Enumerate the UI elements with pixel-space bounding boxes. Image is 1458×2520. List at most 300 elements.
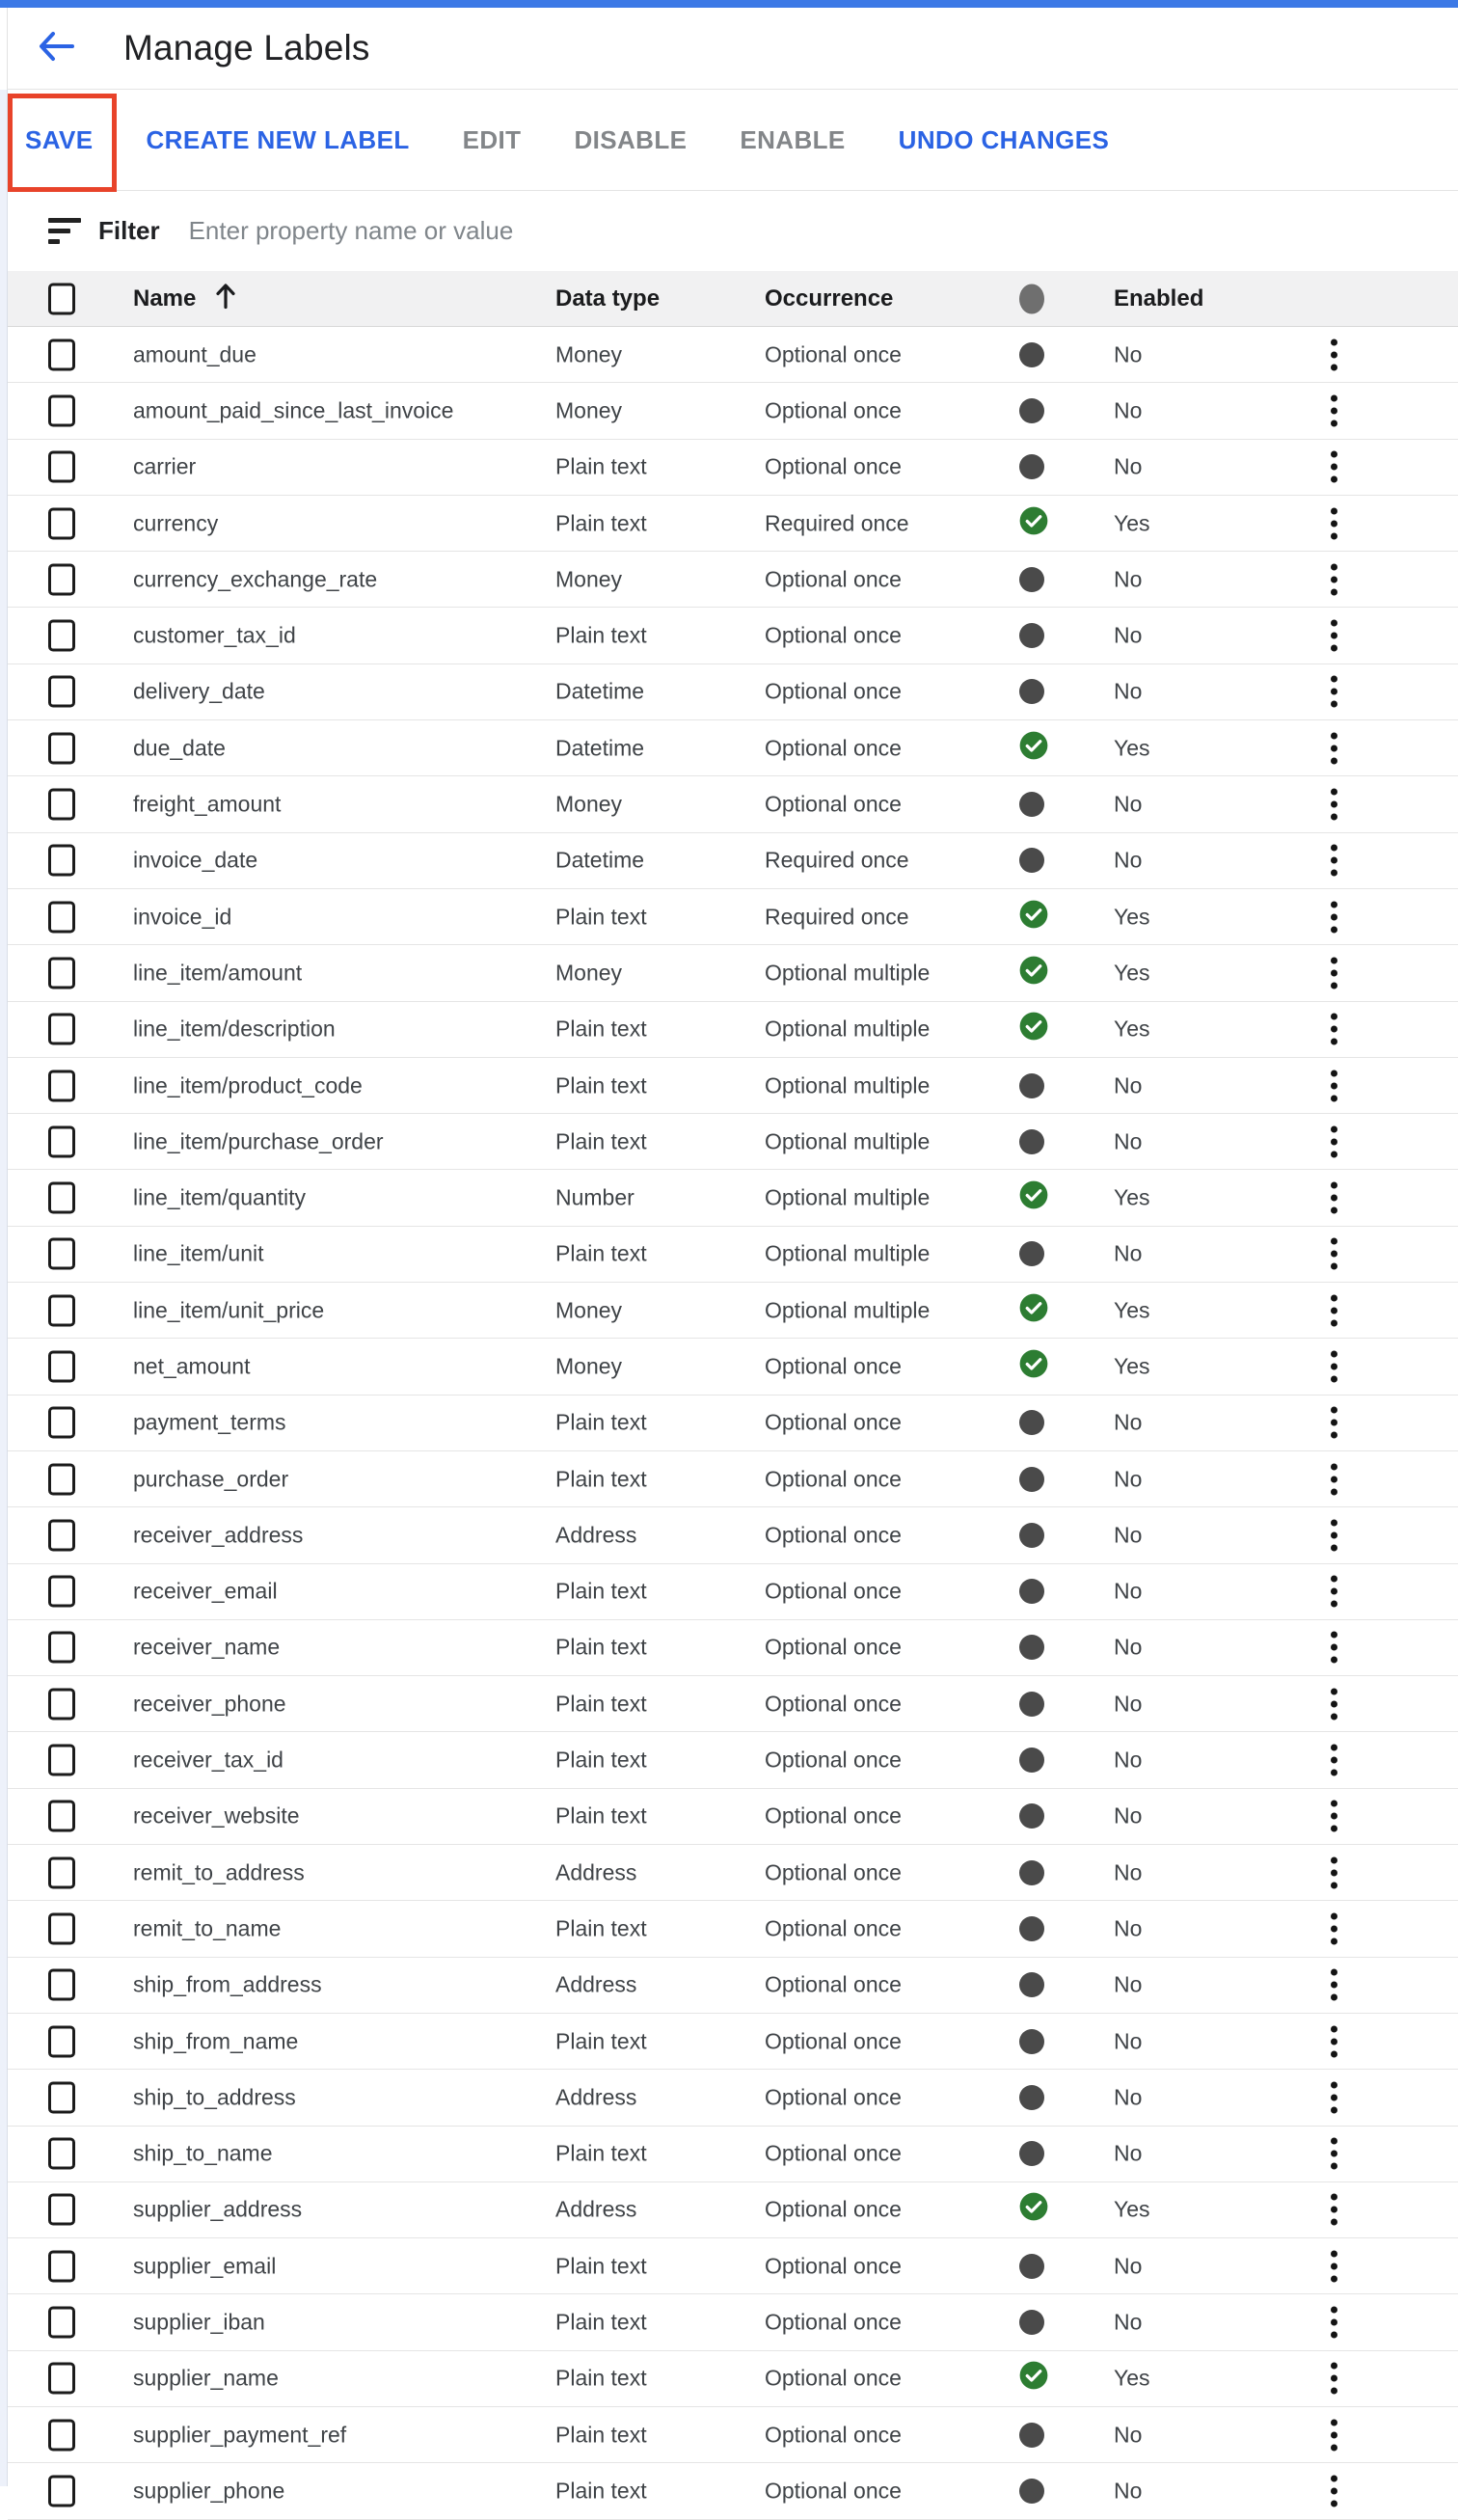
- disabled-dot-icon: [1019, 1467, 1044, 1492]
- select-all-checkbox[interactable]: [48, 283, 75, 314]
- occurrence-value: Optional once: [765, 2028, 902, 2054]
- enabled-value: No: [1114, 341, 1143, 367]
- row-checkbox[interactable]: [48, 2025, 75, 2057]
- row-checkbox[interactable]: [48, 507, 75, 539]
- enabled-value: Yes: [1114, 735, 1150, 761]
- occurrence-value: Required once: [765, 904, 909, 930]
- enabled-value: No: [1114, 791, 1143, 817]
- label-name: ship_from_name: [133, 2028, 299, 2054]
- data-type-value: Plain text: [555, 1409, 647, 1435]
- row-menu-kebab-icon[interactable]: [1327, 2246, 1341, 2286]
- table-row[interactable]: [8, 776, 1458, 832]
- enabled-value: Yes: [1114, 904, 1150, 930]
- table-row[interactable]: [8, 1114, 1458, 1170]
- data-type-value: Plain text: [555, 2028, 647, 2054]
- row-menu-kebab-icon[interactable]: [1327, 1346, 1341, 1386]
- enabled-value: No: [1114, 566, 1143, 592]
- page-header: [8, 8, 1458, 90]
- occurrence-value: Optional once: [765, 2365, 902, 2391]
- table-row[interactable]: [8, 1283, 1458, 1339]
- disabled-dot-icon: [1019, 1692, 1044, 1717]
- occurrence-value: Optional once: [765, 1409, 902, 1435]
- label-name: ship_to_name: [133, 2140, 273, 2166]
- row-checkbox[interactable]: [48, 1014, 75, 1045]
- row-checkbox[interactable]: [48, 339, 75, 370]
- table-row[interactable]: [8, 2070, 1458, 2126]
- data-type-value: Plain text: [555, 2253, 647, 2279]
- occurrence-value: Optional once: [765, 2196, 902, 2222]
- enabled-value: No: [1114, 397, 1143, 423]
- filter-label: Filter: [98, 216, 160, 245]
- table-row[interactable]: [8, 664, 1458, 720]
- table-row[interactable]: [8, 1339, 1458, 1395]
- table-row[interactable]: [8, 496, 1458, 552]
- label-name: ship_from_address: [133, 1971, 322, 1997]
- data-type-value: Plain text: [555, 1016, 647, 1042]
- row-menu-kebab-icon[interactable]: [1327, 2415, 1341, 2454]
- disabled-dot-icon: [1019, 1241, 1044, 1266]
- toolbar: [8, 90, 1458, 191]
- enabled-value: No: [1114, 2309, 1143, 2335]
- enabled-value: No: [1114, 453, 1143, 479]
- table-row[interactable]: [8, 2351, 1458, 2407]
- top-accent-bar: [0, 0, 1458, 8]
- table-row[interactable]: [8, 327, 1458, 383]
- enabled-value: No: [1114, 1859, 1143, 1885]
- data-type-value: Plain text: [555, 2365, 647, 2391]
- data-type-value: Address: [555, 2084, 637, 2110]
- labels-table-body: [8, 327, 1458, 2504]
- row-menu-kebab-icon[interactable]: [1327, 1403, 1341, 1443]
- row-checkbox[interactable]: [48, 2250, 75, 2282]
- row-menu-kebab-icon[interactable]: [1327, 2134, 1341, 2174]
- data-type-value: Plain text: [555, 1802, 647, 1829]
- table-row[interactable]: [8, 1845, 1458, 1901]
- table-row[interactable]: [8, 383, 1458, 439]
- sort-ascending-icon[interactable]: [213, 281, 238, 316]
- label-name: invoice_id: [133, 904, 232, 930]
- enabled-value: No: [1114, 2028, 1143, 2054]
- label-name: supplier_address: [133, 2196, 303, 2222]
- row-menu-kebab-icon[interactable]: [1327, 1965, 1341, 2005]
- table-row[interactable]: [8, 440, 1458, 496]
- table-row[interactable]: [8, 2407, 1458, 2463]
- label-name: freight_amount: [133, 791, 282, 817]
- row-menu-kebab-icon[interactable]: [1327, 2021, 1341, 2061]
- label-name: due_date: [133, 735, 226, 761]
- label-name: currency_exchange_rate: [133, 566, 378, 592]
- disabled-dot-icon: [1019, 2479, 1044, 2504]
- row-checkbox[interactable]: [48, 1745, 75, 1776]
- disabled-dot-icon: [1019, 2254, 1044, 2279]
- row-checkbox[interactable]: [48, 732, 75, 764]
- row-checkbox[interactable]: [48, 1688, 75, 1720]
- data-type-value: Number: [555, 1184, 634, 1210]
- column-header-enabled[interactable]: Enabled: [1114, 285, 1204, 312]
- row-menu-kebab-icon[interactable]: [1327, 2303, 1341, 2343]
- enabled-check-icon: [1019, 2192, 1048, 2227]
- disabled-dot-icon: [1019, 398, 1044, 423]
- disabled-dot-icon: [1019, 2085, 1044, 2110]
- occurrence-value: Optional once: [765, 453, 902, 479]
- row-checkbox[interactable]: [48, 676, 75, 708]
- label-name: receiver_website: [133, 1802, 300, 1829]
- row-checkbox[interactable]: [48, 451, 75, 483]
- row-menu-kebab-icon[interactable]: [1327, 391, 1341, 430]
- data-type-value: Plain text: [555, 1634, 647, 1660]
- row-menu-kebab-icon[interactable]: [1327, 2471, 1341, 2510]
- disabled-dot-icon: [1019, 679, 1044, 704]
- data-type-value: Money: [555, 1297, 623, 1323]
- row-menu-kebab-icon[interactable]: [1327, 1066, 1341, 1105]
- table-row[interactable]: [8, 1227, 1458, 1283]
- table-row[interactable]: [8, 2238, 1458, 2294]
- data-type-value: Plain text: [555, 2140, 647, 2166]
- data-type-value: Plain text: [555, 1747, 647, 1773]
- enabled-value: No: [1114, 1691, 1143, 1717]
- disabled-dot-icon: [1019, 1073, 1044, 1098]
- enabled-value: Yes: [1114, 2365, 1150, 2391]
- filter-icon: [48, 218, 81, 244]
- data-type-value: Plain text: [555, 1128, 647, 1154]
- enabled-value: Yes: [1114, 960, 1150, 986]
- label-name: ship_to_address: [133, 2084, 296, 2110]
- table-row[interactable]: [8, 1789, 1458, 1845]
- row-checkbox[interactable]: [48, 2363, 75, 2395]
- data-type-value: Plain text: [555, 1072, 647, 1097]
- disabled-dot-icon: [1019, 1129, 1044, 1154]
- table-row[interactable]: [8, 1958, 1458, 2014]
- enabled-value: No: [1114, 2478, 1143, 2504]
- row-menu-kebab-icon[interactable]: [1327, 1741, 1341, 1780]
- occurrence-value: Optional once: [765, 622, 902, 648]
- label-name: line_item/description: [133, 1016, 336, 1042]
- occurrence-value: Optional once: [765, 735, 902, 761]
- enabled-value: No: [1114, 1915, 1143, 1941]
- table-row[interactable]: [8, 1507, 1458, 1563]
- enabled-value: No: [1114, 2140, 1143, 2166]
- disabled-dot-icon: [1019, 792, 1044, 817]
- occurrence-value: Optional once: [765, 1859, 902, 1885]
- column-header-status-icon: [1019, 284, 1044, 313]
- enabled-value: No: [1114, 1634, 1143, 1660]
- label-name: line_item/product_code: [133, 1072, 363, 1097]
- table-row[interactable]: [8, 2294, 1458, 2350]
- row-menu-kebab-icon[interactable]: [1327, 503, 1341, 543]
- data-type-value: Plain text: [555, 1578, 647, 1604]
- row-checkbox[interactable]: [48, 1912, 75, 1944]
- table-row[interactable]: [8, 1170, 1458, 1226]
- occurrence-value: Optional once: [765, 791, 902, 817]
- label-name: receiver_name: [133, 1634, 281, 1660]
- row-checkbox[interactable]: [48, 789, 75, 821]
- row-menu-kebab-icon[interactable]: [1327, 1179, 1341, 1218]
- label-name: supplier_payment_ref: [133, 2422, 347, 2448]
- row-menu-kebab-icon[interactable]: [1327, 1909, 1341, 1948]
- data-type-value: Datetime: [555, 678, 645, 704]
- data-type-value: Money: [555, 341, 623, 367]
- table-row[interactable]: [8, 889, 1458, 945]
- label-name: receiver_address: [133, 1522, 304, 1548]
- enabled-check-icon: [1019, 900, 1048, 935]
- row-menu-kebab-icon[interactable]: [1327, 1515, 1341, 1555]
- row-checkbox[interactable]: [48, 1632, 75, 1664]
- row-menu-kebab-icon[interactable]: [1327, 953, 1341, 992]
- label-name: customer_tax_id: [133, 622, 296, 648]
- row-menu-kebab-icon[interactable]: [1327, 335, 1341, 374]
- label-name: purchase_order: [133, 1466, 289, 1492]
- row-checkbox[interactable]: [48, 1463, 75, 1495]
- row-checkbox[interactable]: [48, 1070, 75, 1101]
- label-name: supplier_iban: [133, 2309, 265, 2335]
- disabled-dot-icon: [1019, 1916, 1044, 1941]
- table-row[interactable]: [8, 945, 1458, 1001]
- data-type-value: Money: [555, 1353, 623, 1379]
- row-checkbox[interactable]: [48, 394, 75, 426]
- data-type-value: Plain text: [555, 1466, 647, 1492]
- data-type-value: Plain text: [555, 1915, 647, 1941]
- disabled-dot-icon: [1019, 567, 1044, 592]
- enabled-value: No: [1114, 2253, 1143, 2279]
- data-type-value: Datetime: [555, 735, 645, 761]
- table-row[interactable]: [8, 1620, 1458, 1676]
- disabled-dot-icon: [1019, 623, 1044, 648]
- table-row[interactable]: [8, 833, 1458, 889]
- disabled-dot-icon: [1019, 2141, 1044, 2166]
- row-checkbox[interactable]: [48, 1576, 75, 1608]
- disabled-dot-icon: [1019, 342, 1044, 367]
- enabled-value: No: [1114, 678, 1143, 704]
- enabled-value: Yes: [1114, 510, 1150, 536]
- occurrence-value: Optional once: [765, 2140, 902, 2166]
- row-checkbox[interactable]: [48, 2307, 75, 2339]
- row-menu-kebab-icon[interactable]: [1327, 841, 1341, 881]
- table-row[interactable]: [8, 2014, 1458, 2070]
- table-row[interactable]: [8, 1002, 1458, 1058]
- label-name: net_amount: [133, 1353, 251, 1379]
- row-menu-kebab-icon[interactable]: [1327, 1010, 1341, 1049]
- row-checkbox[interactable]: [48, 1350, 75, 1382]
- label-name: payment_terms: [133, 1409, 286, 1435]
- undo-changes-button[interactable]: UNDO CHANGES: [898, 124, 1110, 154]
- row-checkbox[interactable]: [48, 1801, 75, 1832]
- edit-button: EDIT: [462, 124, 522, 154]
- label-name: supplier_phone: [133, 2478, 285, 2504]
- disabled-dot-icon: [1019, 1579, 1044, 1604]
- data-type-value: Money: [555, 791, 623, 817]
- occurrence-value: Optional once: [765, 2422, 902, 2448]
- table-row[interactable]: [8, 1901, 1458, 1957]
- row-menu-kebab-icon[interactable]: [1327, 1234, 1341, 1274]
- row-menu-kebab-icon[interactable]: [1327, 2077, 1341, 2117]
- row-checkbox[interactable]: [48, 2138, 75, 2170]
- enabled-check-icon: [1019, 1293, 1048, 1328]
- disabled-dot-icon: [1019, 1860, 1044, 1885]
- row-menu-kebab-icon[interactable]: [1327, 2190, 1341, 2230]
- enabled-value: Yes: [1114, 1297, 1150, 1323]
- row-checkbox[interactable]: [48, 2419, 75, 2451]
- enabled-value: Yes: [1114, 1184, 1150, 1210]
- disabled-dot-icon: [1019, 1410, 1044, 1435]
- enabled-value: No: [1114, 1466, 1143, 1492]
- row-menu-kebab-icon[interactable]: [1327, 616, 1341, 656]
- table-row[interactable]: [8, 2182, 1458, 2238]
- row-checkbox[interactable]: [48, 2194, 75, 2226]
- row-menu-kebab-icon[interactable]: [1327, 728, 1341, 768]
- data-type-value: Money: [555, 960, 623, 986]
- column-header-occurrence[interactable]: Occurrence: [765, 285, 894, 312]
- row-menu-kebab-icon[interactable]: [1327, 1797, 1341, 1836]
- enabled-value: No: [1114, 1240, 1143, 1266]
- enabled-value: Yes: [1114, 2196, 1150, 2222]
- data-type-value: Plain text: [555, 510, 647, 536]
- row-menu-kebab-icon[interactable]: [1327, 672, 1341, 712]
- row-menu-kebab-icon[interactable]: [1327, 785, 1341, 825]
- page-title: Manage Labels: [123, 28, 370, 68]
- disabled-dot-icon: [1019, 2423, 1044, 2448]
- occurrence-value: Required once: [765, 847, 909, 873]
- row-checkbox[interactable]: [48, 1182, 75, 1214]
- label-name: amount_paid_since_last_invoice: [133, 397, 454, 423]
- row-menu-kebab-icon[interactable]: [1327, 1459, 1341, 1499]
- table-row[interactable]: [8, 2463, 1458, 2519]
- row-checkbox[interactable]: [48, 1125, 75, 1157]
- label-name: supplier_email: [133, 2253, 277, 2279]
- row-menu-kebab-icon[interactable]: [1327, 559, 1341, 599]
- create-new-label-button[interactable]: CREATE NEW LABEL: [146, 124, 410, 154]
- row-menu-kebab-icon[interactable]: [1327, 1628, 1341, 1667]
- data-type-value: Plain text: [555, 904, 647, 930]
- occurrence-value: Optional once: [765, 1747, 902, 1773]
- label-name: amount_due: [133, 341, 256, 367]
- occurrence-value: Optional multiple: [765, 1016, 931, 1042]
- occurrence-value: Optional once: [765, 566, 902, 592]
- enabled-value: No: [1114, 1578, 1143, 1604]
- occurrence-value: Required once: [765, 510, 909, 536]
- data-type-value: Address: [555, 1859, 637, 1885]
- occurrence-value: Optional once: [765, 2478, 902, 2504]
- data-type-value: Money: [555, 397, 623, 423]
- enabled-value: No: [1114, 1802, 1143, 1829]
- label-name: remit_to_name: [133, 1915, 282, 1941]
- disabled-dot-icon: [1019, 1748, 1044, 1773]
- row-menu-kebab-icon[interactable]: [1327, 1290, 1341, 1330]
- occurrence-value: Optional once: [765, 678, 902, 704]
- row-checkbox[interactable]: [48, 563, 75, 595]
- table-row[interactable]: [8, 608, 1458, 664]
- occurrence-value: Optional once: [765, 1802, 902, 1829]
- row-menu-kebab-icon[interactable]: [1327, 1684, 1341, 1723]
- label-name: line_item/unit: [133, 1240, 264, 1266]
- column-header-data-type[interactable]: Data type: [555, 285, 661, 312]
- data-type-value: Plain text: [555, 1240, 647, 1266]
- row-checkbox[interactable]: [48, 957, 75, 989]
- row-checkbox[interactable]: [48, 1969, 75, 2001]
- table-row[interactable]: [8, 720, 1458, 776]
- enabled-value: Yes: [1114, 1016, 1150, 1042]
- filter-input[interactable]: Enter property name or value: [188, 216, 514, 245]
- row-checkbox[interactable]: [48, 901, 75, 933]
- row-checkbox[interactable]: [48, 2475, 75, 2506]
- data-type-value: Plain text: [555, 2478, 647, 2504]
- enabled-value: No: [1114, 1128, 1143, 1154]
- row-checkbox[interactable]: [48, 1519, 75, 1551]
- enabled-value: No: [1114, 1971, 1143, 1997]
- table-row[interactable]: [8, 1058, 1458, 1114]
- occurrence-value: Optional multiple: [765, 1184, 931, 1210]
- left-gutter: [0, 8, 8, 90]
- row-menu-kebab-icon[interactable]: [1327, 447, 1341, 487]
- data-type-value: Datetime: [555, 847, 645, 873]
- label-name: line_item/purchase_order: [133, 1128, 384, 1154]
- row-checkbox[interactable]: [48, 2081, 75, 2113]
- row-checkbox[interactable]: [48, 1238, 75, 1270]
- row-checkbox[interactable]: [48, 620, 75, 652]
- label-name: line_item/unit_price: [133, 1297, 325, 1323]
- enabled-check-icon: [1019, 1012, 1048, 1046]
- table-row[interactable]: [8, 1564, 1458, 1620]
- enabled-check-icon: [1019, 2361, 1048, 2396]
- column-header-name[interactable]: Name: [133, 285, 197, 312]
- label-name: remit_to_address: [133, 1859, 305, 1885]
- table-row[interactable]: [8, 2127, 1458, 2182]
- occurrence-value: Optional multiple: [765, 1297, 931, 1323]
- row-menu-kebab-icon[interactable]: [1327, 1122, 1341, 1161]
- label-name: line_item/amount: [133, 960, 303, 986]
- occurrence-value: Optional multiple: [765, 960, 931, 986]
- back-button[interactable]: [37, 29, 75, 68]
- data-type-value: Money: [555, 566, 623, 592]
- table-row[interactable]: [8, 1732, 1458, 1788]
- label-name: currency: [133, 510, 219, 536]
- filter-bar[interactable]: [8, 191, 1458, 272]
- row-checkbox[interactable]: [48, 845, 75, 877]
- occurrence-value: Optional once: [765, 1634, 902, 1660]
- enabled-check-icon: [1019, 731, 1048, 766]
- row-checkbox[interactable]: [48, 1856, 75, 1888]
- enabled-value: No: [1114, 622, 1143, 648]
- occurrence-value: Optional once: [765, 2309, 902, 2335]
- table-row[interactable]: [8, 1676, 1458, 1732]
- occurrence-value: Optional once: [765, 1522, 902, 1548]
- data-type-value: Plain text: [555, 2309, 647, 2335]
- enabled-value: No: [1114, 847, 1143, 873]
- label-name: receiver_email: [133, 1578, 278, 1604]
- table-row[interactable]: [8, 1395, 1458, 1451]
- occurrence-value: Optional once: [765, 1691, 902, 1717]
- enabled-value: No: [1114, 1409, 1143, 1435]
- disabled-dot-icon: [1019, 454, 1044, 479]
- back-arrow-icon: [38, 31, 74, 67]
- occurrence-value: Optional once: [765, 341, 902, 367]
- table-row[interactable]: [8, 552, 1458, 608]
- occurrence-value: Optional multiple: [765, 1240, 931, 1266]
- occurrence-value: Optional multiple: [765, 1128, 931, 1154]
- row-checkbox[interactable]: [48, 1294, 75, 1326]
- disabled-dot-icon: [1019, 848, 1044, 873]
- label-name: line_item/quantity: [133, 1184, 306, 1210]
- row-checkbox[interactable]: [48, 1407, 75, 1439]
- row-menu-kebab-icon[interactable]: [1327, 897, 1341, 936]
- data-type-value: Plain text: [555, 1691, 647, 1717]
- row-menu-kebab-icon[interactable]: [1327, 1853, 1341, 1892]
- row-menu-kebab-icon[interactable]: [1327, 1572, 1341, 1612]
- enable-button: ENABLE: [740, 124, 846, 154]
- occurrence-value: Optional once: [765, 1971, 902, 1997]
- row-menu-kebab-icon[interactable]: [1327, 2359, 1341, 2398]
- table-row[interactable]: [8, 1451, 1458, 1507]
- save-button[interactable]: SAVE: [25, 124, 94, 154]
